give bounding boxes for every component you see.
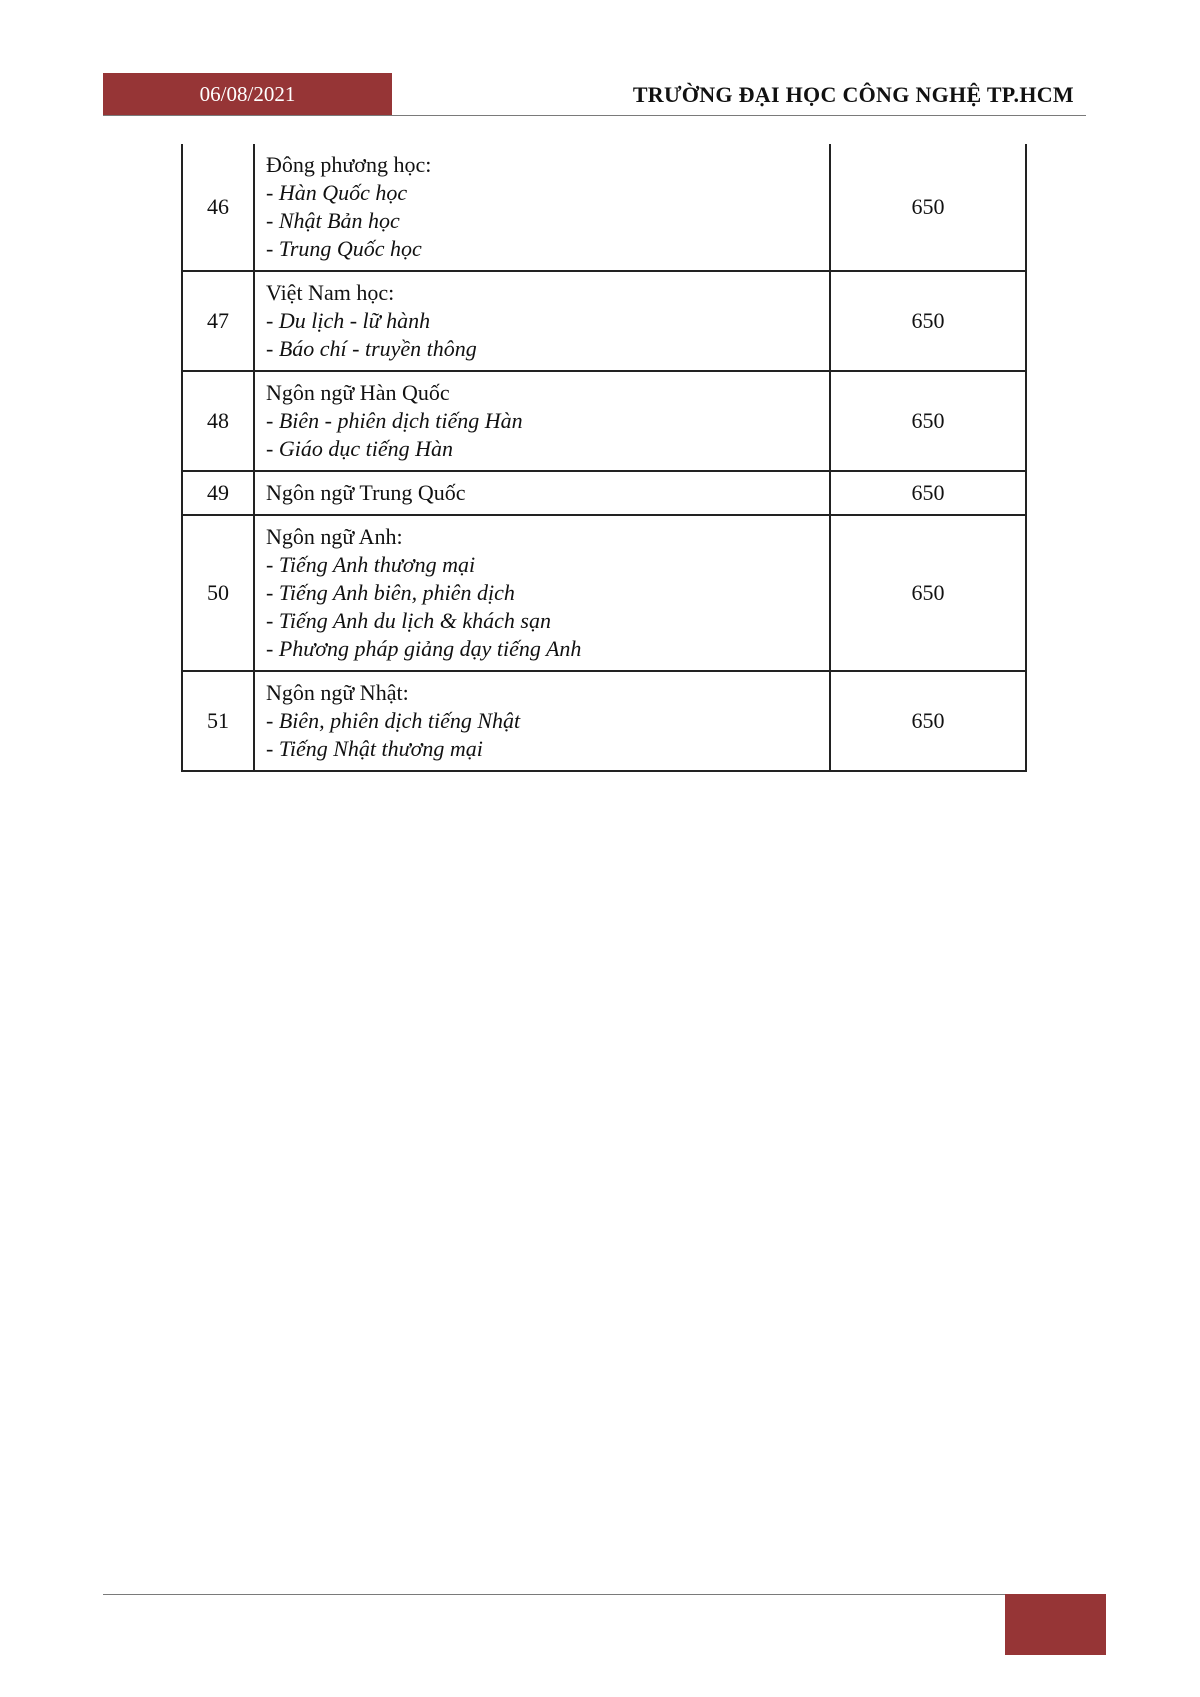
table-row	[182, 671, 1026, 771]
header-divider	[103, 115, 1086, 116]
major-title: Đông phương học:	[266, 152, 432, 177]
row-number: 49	[182, 471, 254, 515]
table-row	[182, 471, 1026, 515]
major-title: Việt Nam học:	[266, 280, 395, 305]
major-title: Ngôn ngữ Hàn Quốc	[266, 380, 450, 405]
specialization-item: - Tiếng Anh thương mại	[266, 552, 476, 577]
specialization-item: - Biên - phiên dịch tiếng Hàn	[266, 408, 523, 433]
program-score-table	[181, 144, 1027, 772]
specialization-item: - Tiếng Anh du lịch & khách sạn	[266, 608, 551, 633]
specialization-item: - Trung Quốc học	[266, 236, 422, 261]
major-cell	[254, 471, 830, 515]
score-cell: 650	[830, 671, 1026, 771]
score-cell: 650	[830, 371, 1026, 471]
major-cell	[254, 515, 830, 671]
specialization-item: - Nhật Bản học	[266, 208, 400, 233]
specialization-item: - Giáo dục tiếng Hàn	[266, 436, 453, 461]
table-row	[182, 515, 1026, 671]
header-school-name: TRƯỜNG ĐẠI HỌC CÔNG NGHỆ TP.HCM	[632, 82, 1074, 107]
major-title: Ngôn ngữ Nhật:	[266, 680, 409, 705]
major-cell	[254, 371, 830, 471]
major-title: Ngôn ngữ Anh:	[266, 524, 403, 549]
header-date: 06/08/2021	[199, 82, 296, 106]
specialization-item: - Phương pháp giảng dạy tiếng Anh	[266, 636, 582, 661]
footer-divider	[103, 1594, 1007, 1595]
row-number: 50	[182, 515, 254, 671]
score-cell: 650	[830, 471, 1026, 515]
major-cell	[254, 271, 830, 371]
specialization-item: - Tiếng Nhật thương mại	[266, 736, 483, 761]
row-number: 48	[182, 371, 254, 471]
major-title: Ngôn ngữ Trung Quốc	[266, 480, 466, 505]
specialization-item: - Tiếng Anh biên, phiên dịch	[266, 580, 515, 605]
header-date-badge	[103, 73, 392, 116]
specialization-item: - Hàn Quốc học	[266, 180, 408, 205]
score-cell: 650	[830, 515, 1026, 671]
table-row	[182, 144, 1026, 271]
specialization-item: - Biên, phiên dịch tiếng Nhật	[266, 708, 521, 733]
major-cell	[254, 144, 830, 271]
specialization-item: - Báo chí - truyền thông	[266, 336, 477, 361]
score-cell: 650	[830, 271, 1026, 371]
score-cell: 650	[830, 144, 1026, 271]
table-row	[182, 271, 1026, 371]
program-table-body	[182, 144, 1026, 771]
row-number: 51	[182, 671, 254, 771]
footer-accent-box	[1005, 1594, 1106, 1655]
specialization-item: - Du lịch - lữ hành	[266, 308, 431, 333]
row-number: 46	[182, 144, 254, 271]
row-number: 47	[182, 271, 254, 371]
table-row	[182, 371, 1026, 471]
major-cell	[254, 671, 830, 771]
